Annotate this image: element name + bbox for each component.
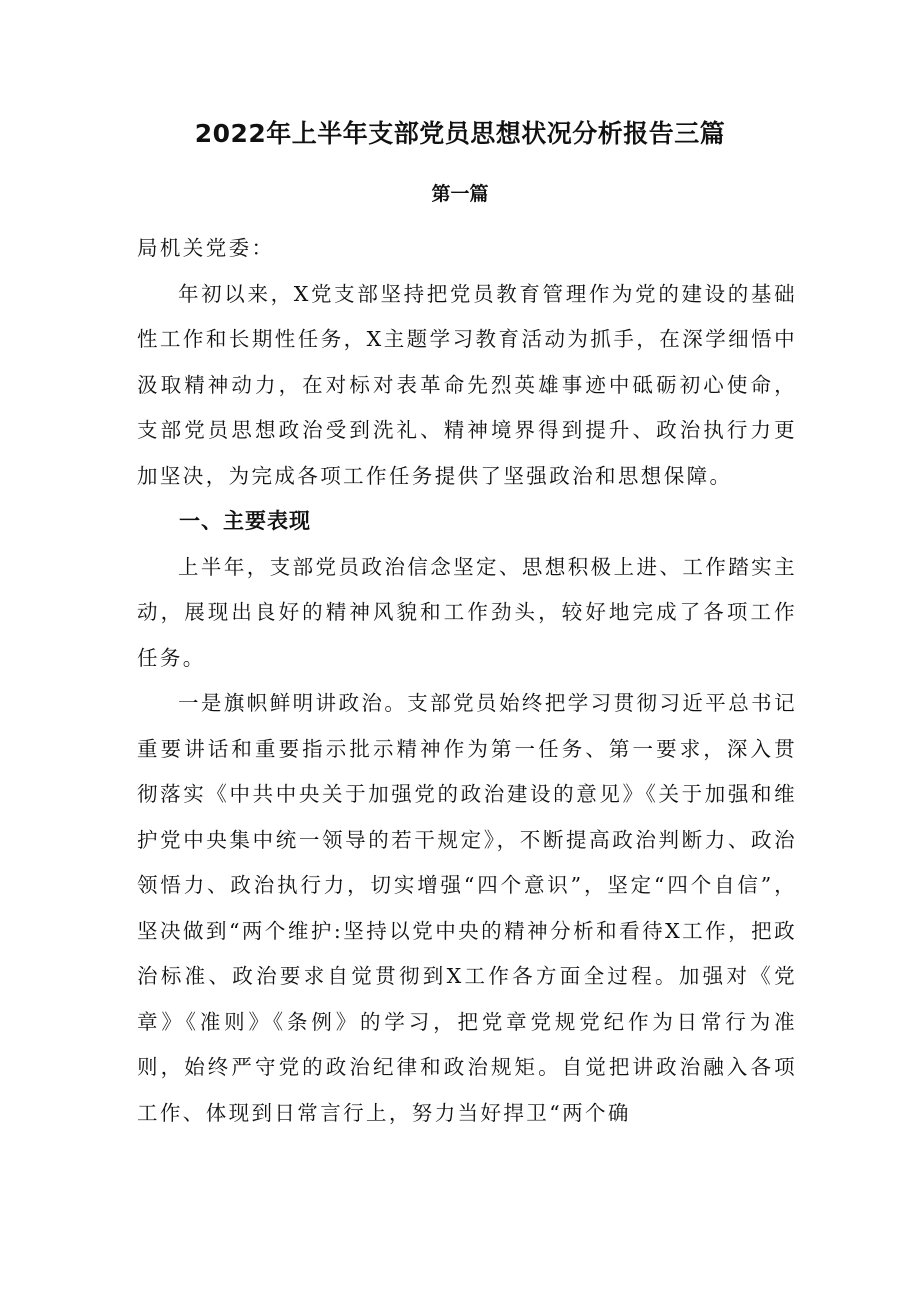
paragraph-section1-summary: 上半年，支部党员政治信念坚定、思想积极上进、工作踏实主动，展现出良好的精神风貌和工作劲头，较好地完成了各项工作任务。 xyxy=(137,554,797,670)
document-title: 2022年上半年支部党员思想状况分析报告三篇 xyxy=(194,119,726,148)
paragraph-intro: 年初以来，X党支部坚持把党员教育管理作为党的建设的基础性工作和长期性任务，X主题学习教育活动为抓手，在深学细悟中汲取精神动力，在对标对表革命先烈英雄事迹中砥砺初心使命，支部党员思想政治受到洗礼、精神境界得到提升、政治执行力更加坚决，为完成各项工作任务提供了坚强政治和思想保障。 xyxy=(137,281,797,488)
section-heading-main-performance: 一、主要表现 xyxy=(179,509,311,533)
document-body xyxy=(137,226,797,1136)
document-subtitle: 第一篇 xyxy=(431,183,489,205)
paragraph-section1-politics: 一是旗帜鲜明讲政治。支部党员始终把学习贯彻习近平总书记重要讲话和重要指示批示精神作为第一任务、第一要求，深入贯彻落实《中共中央关于加强党的政治建设的意见》《关于加强和维护党中央集中统一领导的若干规定》，不断提高政治判断力、政治领悟力、政治执行力，切实增强“四个意识”，坚定“四个自信”，坚决做到“两个维护:坚持以党中央的精神分析和看待X工作，把政治标准、政治要求自觉贯彻到X工作各方面全过程。加强对《党章》《准则》《条例》的学习，把党章党规党纪作为日常行为准则，始终严守党的政治纪律和政治规矩。自觉把讲政治融入各项工作、体现到日常言行上，努力当好捍卫“两个确 xyxy=(137,691,797,1125)
salutation: 局机关党委： xyxy=(137,236,275,260)
